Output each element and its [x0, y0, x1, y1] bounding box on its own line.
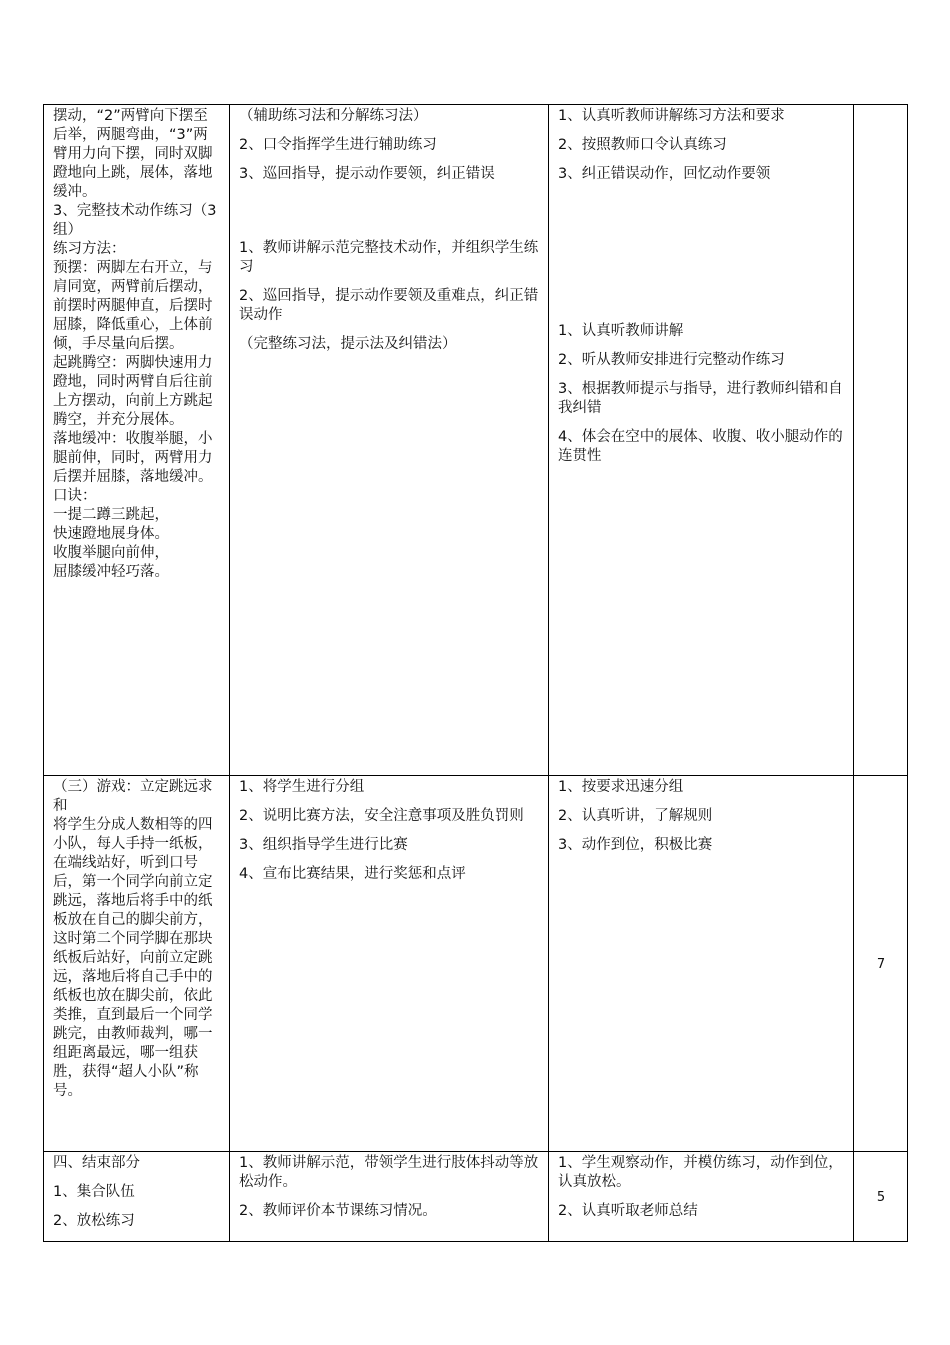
- content-text: 3、完整技术动作练习（3组）: [53, 203, 217, 238]
- teacher-activity-item: 2、教师评价本节课练习情况。: [239, 1203, 437, 1219]
- content-text: 练习方法：: [53, 241, 126, 257]
- content-text: （三）游戏：立定跳远求和: [53, 779, 213, 814]
- content-text: 摆动，“2”两臂向下摆至后举，两腿弯曲，“3”两臂用力向下摆，同时双脚蹬地向上跳，展体，落地缓冲。: [53, 108, 213, 200]
- student-activity-item: 1、认真听教师讲解练习方法和要求: [558, 108, 785, 124]
- content-text: 1、集合队伍: [53, 1184, 135, 1200]
- teacher-activity-item: 3、巡回指导，提示动作要领，纠正错误: [239, 166, 495, 182]
- student-activity-cell: [549, 776, 854, 1152]
- content-text: 2、放松练习: [53, 1213, 135, 1229]
- student-activity-cell: [549, 105, 854, 776]
- time-cell: 5: [854, 1152, 908, 1242]
- content-cell: [44, 1152, 230, 1242]
- time-cell: 7: [854, 776, 908, 1152]
- student-activity-item: 2、按照教师口令认真练习: [558, 137, 727, 153]
- content-cell: [44, 776, 230, 1152]
- teacher-activity-item: 1、教师讲解示范，带领学生进行肢体抖动等放松动作。: [239, 1155, 539, 1190]
- content-text: 落地缓冲：收腹举腿，小腿前伸，同时，两臂用力后摆并屈膝，落地缓冲。: [53, 431, 213, 485]
- content-text: 一提二蹲三跳起，: [53, 507, 169, 523]
- student-activity-cell: [549, 1152, 854, 1242]
- student-activity-item: 1、按要求迅速分组: [558, 779, 684, 795]
- student-activity-item: 2、认真听取老师总结: [558, 1203, 698, 1219]
- student-activity-item: 4、体会在空中的展体、收腹、收小腿动作的连贯性: [558, 429, 843, 464]
- content-text: 屈膝缓冲轻巧落。: [53, 564, 169, 580]
- content-text: 起跳腾空：两脚快速用力蹬地，同时两臂自后往前上方摆动，向前上方跳起腾空，并充分展体。: [53, 355, 213, 428]
- student-activity-item: 1、学生观察动作，并模仿练习，动作到位，认真放松。: [558, 1155, 843, 1190]
- student-activity-item: 2、听从教师安排进行完整动作练习: [558, 352, 785, 368]
- content-text: 四、结束部分: [53, 1155, 140, 1171]
- table-row: [44, 776, 908, 1152]
- teacher-activity-cell: [230, 776, 549, 1152]
- student-activity-item: 3、纠正错误动作，回忆动作要领: [558, 166, 771, 182]
- teacher-activity-item: 2、口令指挥学生进行辅助练习: [239, 137, 437, 153]
- table-row: [44, 105, 908, 776]
- student-activity-item: 2、认真听讲，了解规则: [558, 808, 713, 824]
- content-text: 预摆：两脚左右开立，与肩同宽，两臂前后摆动，前摆时两腿伸直，后摆时屈膝，降低重心，上体前倾，手尽量向后摆。: [53, 260, 213, 352]
- teacher-activity-item: 2、巡回指导，提示动作要领及重难点，纠正错误动作: [239, 288, 539, 323]
- content-text: 快速蹬地展身体。: [53, 526, 169, 542]
- teacher-activity-cell: [230, 105, 549, 776]
- content-text: 将学生分成人数相等的四小队，每人手持一纸板，在端线站好，听到口号后，第一个同学向前立定跳远，落地后将手中的纸板放在自己的脚尖前方，这时第二个同学脚在那块纸板后站好，向前立定跳远，落地后将自己手中的纸板也放在脚尖前，依此类推，直到最后一个同学跳完，由教师裁判，哪一组距离最远，哪一组获胜，获得“超人小队”称号。: [53, 817, 213, 1099]
- teacher-activity-item: （完整练习法，提示法及纠错法）: [239, 336, 457, 352]
- table-row: [44, 1152, 908, 1242]
- content-text: 收腹举腿向前伸，: [53, 545, 169, 561]
- student-activity-item: 3、动作到位，积极比赛: [558, 837, 713, 853]
- time-cell: [854, 105, 908, 776]
- lesson-plan-table: [43, 104, 908, 1242]
- teacher-activity-cell: [230, 1152, 549, 1242]
- teacher-activity-item: 2、说明比赛方法，安全注意事项及胜负罚则: [239, 808, 524, 824]
- content-text: 口诀：: [53, 488, 97, 504]
- teacher-activity-item: （辅助练习法和分解练习法）: [239, 108, 428, 124]
- teacher-activity-item: 1、将学生进行分组: [239, 779, 365, 795]
- student-activity-item: 1、认真听教师讲解: [558, 323, 684, 339]
- content-cell: [44, 105, 230, 776]
- student-activity-item: 3、根据教师提示与指导，进行教师纠错和自我纠错: [558, 381, 843, 416]
- teacher-activity-item: 1、教师讲解示范完整技术动作，并组织学生练习: [239, 240, 539, 275]
- teacher-activity-item: 3、组织指导学生进行比赛: [239, 837, 408, 853]
- teacher-activity-item: 4、宣布比赛结果，进行奖惩和点评: [239, 866, 466, 882]
